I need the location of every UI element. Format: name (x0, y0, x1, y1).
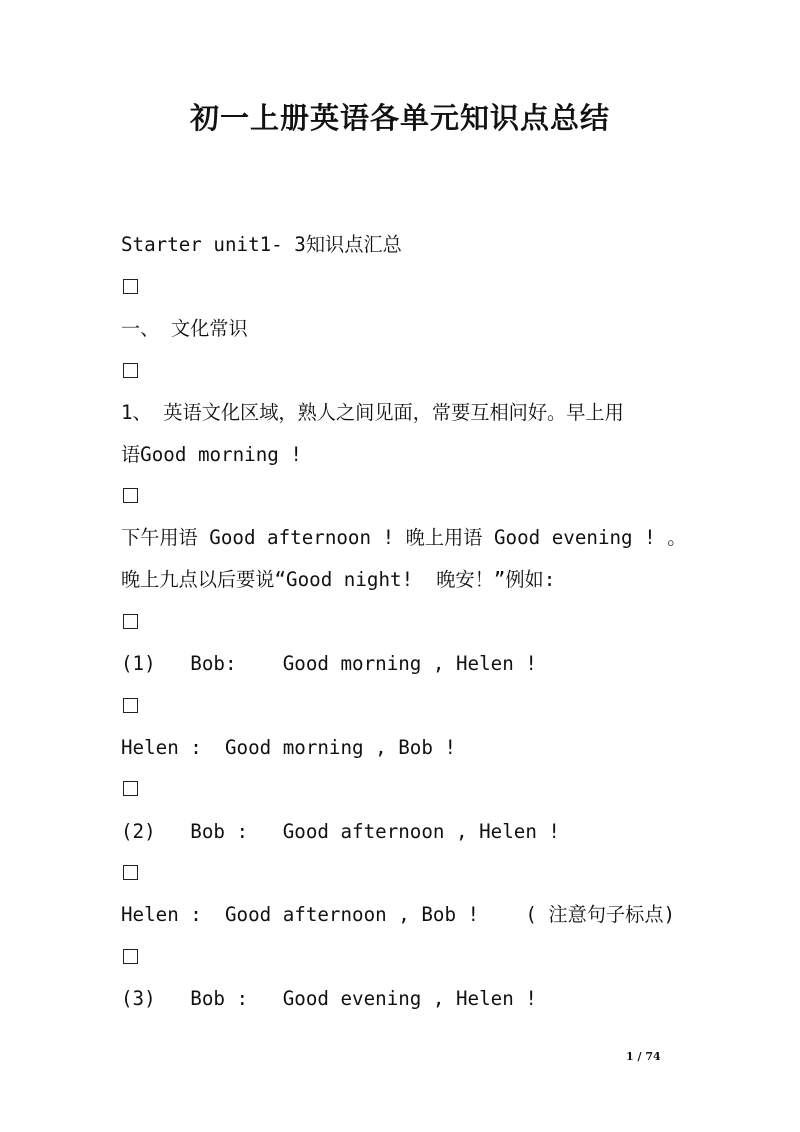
text-line: Starter unit1- 3知识点汇总 (121, 233, 402, 256)
dialogue-line: Helen : Good afternoon , Bob ! ( 注意句子标点) (121, 903, 676, 926)
checkbox-square (123, 363, 138, 378)
text-line: 语Good morning ! (121, 443, 302, 466)
text-line: 晚上九点以后要说“Good night! 晚安！”例如: (121, 568, 556, 591)
dialogue-line: Helen : Good morning , Bob ! (121, 736, 457, 759)
checkbox-square (123, 488, 138, 503)
checkbox-square (123, 614, 138, 629)
text-line: 1、 英语文化区域，熟人之间见面，常要互相问好。早上用 (121, 401, 624, 424)
checkbox-square (123, 279, 138, 294)
dialogue-line: (2) Bob : Good afternoon , Helen ! (121, 820, 560, 843)
checkbox-square (123, 949, 138, 964)
checkbox-square (123, 865, 138, 880)
dialogue-line: (1) Bob: Good morning , Helen ! (121, 652, 537, 675)
checkbox-square (123, 781, 138, 796)
checkbox-square (123, 698, 138, 713)
dialogue-line: (3) Bob : Good evening , Helen ! (121, 987, 537, 1010)
document-title: 初一上册英语各单元知识点总结 (189, 101, 610, 135)
page-number: 1 / 74 (626, 1050, 661, 1063)
section-heading: 一、 文化常识 (121, 317, 248, 340)
text-line: 下午用语 Good afternoon ! 晚上用语 Good evening ! 。 (121, 526, 687, 549)
